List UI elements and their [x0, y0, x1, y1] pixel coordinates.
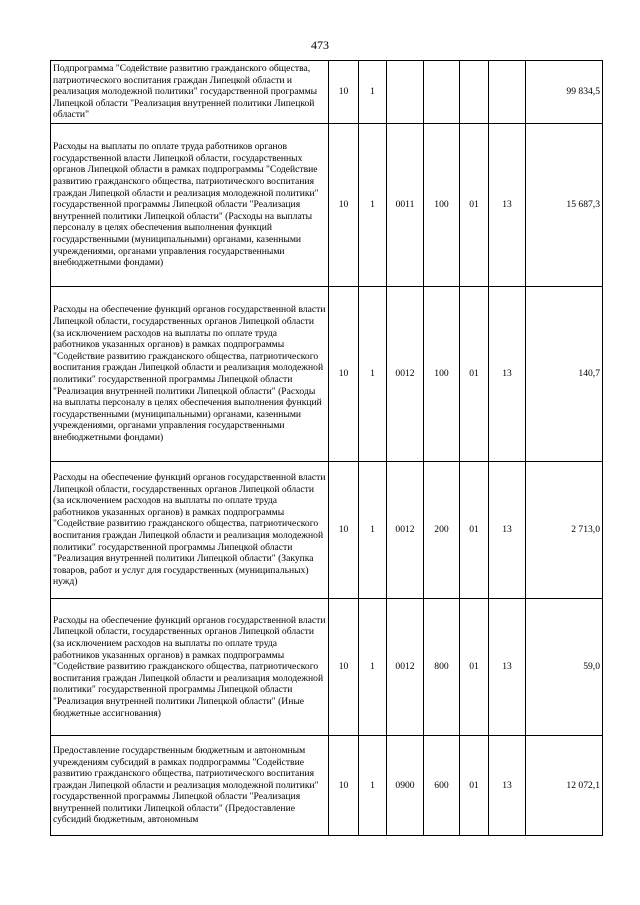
row-description: Расходы на выплаты по оплате труда работников органов государственной власти Липецкой области, государственных органов Липецкой области в рамках подпрограммы "Содействие развитию гражданского общества, патриотического воспитания граждан Липецкой области и реализация молодежной политики" государственной программы Липецкой области "Реализация внутренней политики Липецкой области" (Расходы на выплаты персоналу в целях обеспечения выполнения функций государственными (муниципальными) органами, казенными учреждениями, органами управления государственными внебюджетными фондами) — [51, 124, 329, 287]
page-number: 473 — [311, 38, 329, 52]
row-code-5: 01 — [460, 736, 489, 836]
budget-table — [50, 60, 603, 836]
row-amount: 15 687,3 — [526, 124, 603, 287]
row-code-6: 13 — [489, 462, 526, 599]
row-code-6: 13 — [489, 599, 526, 736]
row-code-4: 600 — [424, 736, 460, 836]
row-code-1: 10 — [329, 599, 359, 736]
row-code-2: 1 — [359, 61, 387, 124]
row-code-6 — [489, 61, 526, 124]
row-code-5: 01 — [460, 287, 489, 462]
row-code-4: 100 — [424, 124, 460, 287]
row-code-2: 1 — [359, 124, 387, 287]
row-code-4: 100 — [424, 287, 460, 462]
row-description: Расходы на обеспечение функций органов государственной власти Липецкой области, государственных органов Липецкой области (за исключением расходов на выплаты по оплате труда работников указанных органов) в рамках подпрограммы "Содействие развитию гражданского общества, патриотического воспитания граждан Липецкой области и реализация молодежной политики" государственной программы Липецкой области "Реализация внутренней политики Липецкой области" (Расходы на выплаты персоналу в целях обеспечения выполнения функций государственными (муниципальными) органами, казенными учреждениями, органами управления государственными внебюджетными фондами) — [51, 287, 329, 462]
row-code-1: 10 — [329, 287, 359, 462]
row-code-5: 01 — [460, 124, 489, 287]
row-code-5: 01 — [460, 599, 489, 736]
row-code-3: 0900 — [387, 736, 424, 836]
row-code-2: 1 — [359, 599, 387, 736]
row-code-1: 10 — [329, 736, 359, 836]
row-code-3: 0012 — [387, 599, 424, 736]
row-amount: 99 834,5 — [526, 61, 603, 124]
row-code-1: 10 — [329, 61, 359, 124]
row-amount: 12 072,1 — [526, 736, 603, 836]
row-code-6: 13 — [489, 736, 526, 836]
row-description: Предоставление государственным бюджетным и автономным учреждениям субсидий в рамках подпрограммы "Содействие развитию гражданского общества, патриотического воспитания граждан Липецкой области и реализация молодежной политики" государственной программы Липецкой области "Реализация внутренней политики Липецкой области" (Предоставление субсидий бюджетным, автономным — [51, 736, 329, 836]
table-row — [51, 124, 603, 287]
row-description: Подпрограмма "Содействие развитию гражданского общества, патриотического воспитания граждан Липецкой области и реализация молодежной политики" государственной программы Липецкой области "Реализация внутренней политики Липецкой области" — [51, 61, 329, 124]
row-code-2: 1 — [359, 736, 387, 836]
row-code-6: 13 — [489, 124, 526, 287]
row-amount: 59,0 — [526, 599, 603, 736]
table-row — [51, 462, 603, 599]
row-code-1: 10 — [329, 124, 359, 287]
row-code-2: 1 — [359, 462, 387, 599]
table-row — [51, 599, 603, 736]
row-code-3: 0012 — [387, 287, 424, 462]
row-code-4 — [424, 61, 460, 124]
table-row — [51, 61, 603, 124]
row-code-5 — [460, 61, 489, 124]
row-code-3: 0012 — [387, 462, 424, 599]
row-code-3: 0011 — [387, 124, 424, 287]
row-code-4: 200 — [424, 462, 460, 599]
table-row — [51, 736, 603, 836]
table-row — [51, 287, 603, 462]
row-amount: 140,7 — [526, 287, 603, 462]
row-code-3 — [387, 61, 424, 124]
row-code-5: 01 — [460, 462, 489, 599]
row-code-6: 13 — [489, 287, 526, 462]
row-code-4: 800 — [424, 599, 460, 736]
row-code-1: 10 — [329, 462, 359, 599]
row-code-2: 1 — [359, 287, 387, 462]
row-description: Расходы на обеспечение функций органов государственной власти Липецкой области, государственных органов Липецкой области (за исключением расходов на выплаты по оплате труда работников указанных органов) в рамках подпрограммы "Содействие развитию гражданского общества, патриотического воспитания граждан Липецкой области и реализация молодежной политики" государственной программы Липецкой области "Реализация внутренней политики Липецкой области" (Иные бюджетные ассигнования) — [51, 599, 329, 736]
row-amount: 2 713,0 — [526, 462, 603, 599]
row-description: Расходы на обеспечение функций органов государственной власти Липецкой области, государственных органов Липецкой области (за исключением расходов на выплаты по оплате труда работников указанных органов) в рамках подпрограммы "Содействие развитию гражданского общества, патриотического воспитания граждан Липецкой области и реализация молодежной политики" государственной программы Липецкой области "Реализация внутренней политики Липецкой области" (Закупка товаров, работ и услуг для государственных (муниципальных) нужд) — [51, 462, 329, 599]
